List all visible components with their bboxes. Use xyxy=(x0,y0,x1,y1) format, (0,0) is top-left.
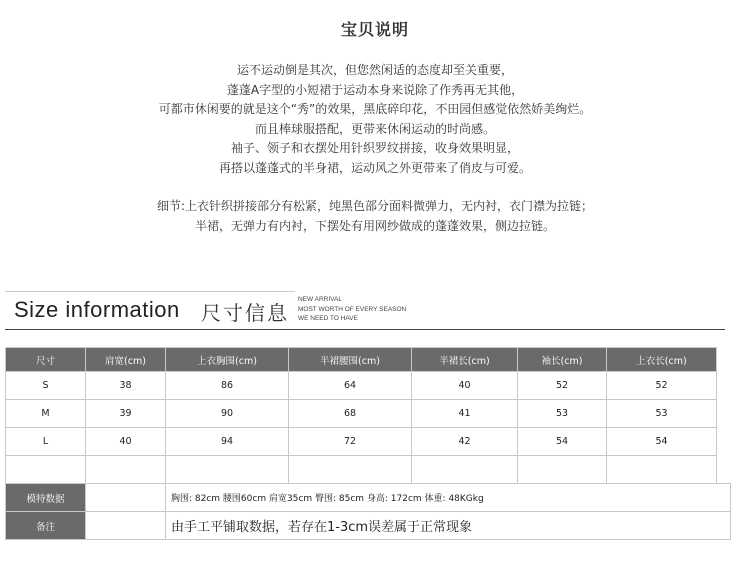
table-row xyxy=(6,428,731,456)
table-cell: 40 xyxy=(412,372,518,400)
detail-line: 半裙，无弹力有内衬，下摆处有用网纱做成的蓬蓬效果，侧边拉链。 xyxy=(194,218,555,233)
page-title: 宝贝说明 xyxy=(340,20,409,39)
column-header: 尺寸 xyxy=(6,348,86,372)
table-cell: 90 xyxy=(166,400,289,428)
tagline-line: NEW ARRIVAL xyxy=(298,296,342,303)
table-cell xyxy=(86,512,166,540)
description-line: 可都市休闲要的就是这个“秀”的效果，黑底碎印花，不田园但感觉依然娇美绚烂。 xyxy=(158,102,592,116)
table-cell xyxy=(86,484,166,512)
note-label: 备注 xyxy=(6,512,86,540)
column-header: 袖长(cm) xyxy=(518,348,607,372)
table-cell: 38 xyxy=(86,372,166,400)
table-cell: L xyxy=(6,428,86,456)
table-cell xyxy=(289,456,412,484)
model-data-row xyxy=(6,484,731,512)
table-cell: 86 xyxy=(166,372,289,400)
description-line: 运不运动倒是其次，但您然闲适的态度却至关重要， xyxy=(236,63,513,77)
spacer-cell xyxy=(717,372,731,400)
column-header: 半裙长(cm) xyxy=(412,348,518,372)
product-description xyxy=(0,61,750,178)
table-cell: 52 xyxy=(518,372,607,400)
note-row xyxy=(6,512,731,540)
description-line: 袖子、领子和衣摆处用针织罗纹拼接，收身效果明显， xyxy=(230,141,519,155)
table-cell: 42 xyxy=(412,428,518,456)
column-header: 上衣长(cm) xyxy=(607,348,717,372)
header-divider xyxy=(5,291,295,292)
product-details xyxy=(0,197,750,236)
table-cell: 40 xyxy=(86,428,166,456)
table-cell xyxy=(166,456,289,484)
table-cell: 64 xyxy=(289,372,412,400)
note-value: 由手工平铺取数据，若存在1-3cm误差属于正常现象 xyxy=(166,512,731,540)
description-line: 而且棒球服搭配，更带来休闲运动的时尚感。 xyxy=(254,121,495,136)
table-row xyxy=(6,372,731,400)
column-header: 肩宽(cm) xyxy=(86,348,166,372)
table-cell xyxy=(412,456,518,484)
table-cell: 68 xyxy=(289,400,412,428)
table-cell: 53 xyxy=(518,400,607,428)
size-table xyxy=(5,347,731,540)
table-cell xyxy=(518,456,607,484)
size-info-title-en: Size information xyxy=(14,297,180,322)
table-header-row xyxy=(6,348,731,372)
description-line: 再搭以蓬蓬式的半身裙，运动风之外更带来了俏皮与可爱。 xyxy=(218,160,531,175)
table-cell: 53 xyxy=(607,400,717,428)
size-info-header xyxy=(5,288,725,330)
description-line: 蓬蓬A字型的小短裙于运动本身来说除了作秀再无其他， xyxy=(226,82,524,97)
column-header: 半裙腰围(cm) xyxy=(289,348,412,372)
header-underline xyxy=(5,329,725,330)
table-cell: 54 xyxy=(518,428,607,456)
table-row xyxy=(6,456,731,484)
table-cell xyxy=(6,456,86,484)
spacer-cell xyxy=(717,348,731,372)
table-cell xyxy=(607,456,717,484)
detail-line: 细节:上衣针织拼接部分有松紧，纯黑色部分面料微弹力，无内衬，衣门襟为拉链； xyxy=(156,199,594,213)
table-cell xyxy=(86,456,166,484)
spacer-cell xyxy=(717,456,731,484)
table-row xyxy=(6,400,731,428)
table-cell: 39 xyxy=(86,400,166,428)
spacer-cell xyxy=(717,428,731,456)
table-cell: 54 xyxy=(607,428,717,456)
model-data-label: 模特数据 xyxy=(6,484,86,512)
tagline-line: MOST WORTH OF EVERY SEASON xyxy=(298,305,407,313)
table-cell: 52 xyxy=(607,372,717,400)
size-info-tagline xyxy=(298,295,406,324)
table-cell: 72 xyxy=(289,428,412,456)
table-cell: M xyxy=(6,400,86,428)
size-info-title-cn: 尺寸信息 xyxy=(201,301,289,325)
spacer-cell xyxy=(717,400,731,428)
table-cell: 41 xyxy=(412,400,518,428)
table-cell: S xyxy=(6,372,86,400)
table-cell: 94 xyxy=(166,428,289,456)
tagline-line: WE NEED TO HAVE xyxy=(298,315,358,322)
column-header: 上衣胸围(cm) xyxy=(166,348,289,372)
model-data-value: 胸围: 82cm 腰围60cm 肩宽35cm 臀围: 85cm 身高: 172cm 体重: 48KGkg xyxy=(166,484,731,512)
